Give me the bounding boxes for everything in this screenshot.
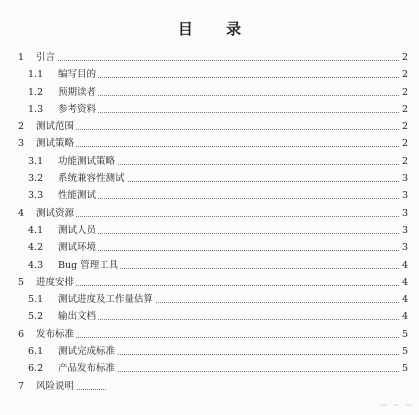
toc-dot-leader [36,216,399,217]
toc-entry-title: 测试完成标准 [58,343,117,360]
toc-entry-title: 测试人员 [58,222,98,239]
toc-entry-number: 1.2 [28,86,44,98]
toc-entry[interactable] [14,378,408,395]
toc-dot-leader [36,129,399,130]
toc-entry-title: 输出文档 [58,308,98,325]
toc-entry-page: 5 [401,363,408,375]
toc-entry-number: 6.2 [28,363,44,375]
toc-entry-page: 2 [401,121,408,133]
toc-entry-title: Bug 管理工具 [58,257,120,274]
watermark-logo: ~ ~ ~ [379,401,413,411]
toc-dot-leader [36,337,399,338]
table-of-contents [14,49,408,395]
toc-entry-page: 2 [401,138,408,150]
toc-entry[interactable] [14,291,408,308]
toc-entry-number: 5 [18,276,25,288]
toc-entry-number: 6 [18,328,25,340]
toc-entry[interactable] [14,170,408,187]
toc-entry[interactable] [14,153,408,170]
toc-entry-title: 编写目的 [58,66,98,83]
toc-entry-title: 测试资源 [36,205,76,222]
toc-entry-page: 3 [401,242,408,254]
toc-dot-leader [36,285,399,286]
toc-entry-page: 2 [401,86,408,98]
toc-entry-page: 2 [401,155,408,167]
toc-entry-number: 4.2 [28,242,44,254]
toc-title: 目 录 [177,20,256,38]
toc-entry-title: 测试范围 [36,118,76,135]
toc-entry-number: 1 [18,52,25,63]
toc-entry[interactable] [14,360,408,377]
toc-entry[interactable] [14,66,408,83]
toc-entry-number: 5.2 [28,311,44,323]
toc-entry-number: 3.3 [28,190,44,202]
toc-entry-title: 预期读者 [58,84,98,101]
toc-entry-title: 测试进度及工作量估算 [58,291,155,308]
toc-entry[interactable] [14,187,408,204]
toc-dot-leader [36,146,399,147]
toc-entry-number: 1.3 [28,103,44,115]
toc-entry-page: 4 [401,276,408,288]
toc-entry-number: 7 [18,380,25,392]
toc-entry[interactable] [14,326,408,343]
toc-entry-title: 引言 [36,49,57,66]
toc-entry-title: 系统兼容性测试 [58,170,127,187]
toc-entry-page: 2 [401,52,408,63]
toc-entry-page: 3 [401,207,408,219]
toc-entry-title: 参考资料 [58,101,98,118]
toc-entry-number: 3 [18,138,25,150]
toc-entry[interactable] [14,135,408,152]
toc-entry[interactable] [14,239,408,256]
toc-entry-number: 2 [18,121,25,133]
toc-entry-page: 3 [401,224,408,236]
toc-dot-leader [58,95,399,96]
toc-entry[interactable] [14,343,408,360]
toc-entry[interactable] [14,308,408,325]
toc-entry-title: 性能测试 [58,187,98,204]
toc-entry-page: 4 [401,311,408,323]
toc-entry[interactable] [14,101,408,118]
toc-dot-leader [36,60,399,61]
toc-dot-leader [58,77,399,78]
toc-entry-number: 4 [18,207,25,219]
toc-entry-page: 4 [401,294,408,306]
toc-entry-number: 1.1 [28,69,44,81]
toc-dot-leader [58,198,399,199]
toc-entry-title: 测试环境 [58,239,98,256]
toc-entry[interactable] [14,274,408,291]
toc-entry-number: 5.1 [28,294,44,306]
toc-entry-page: 5 [401,346,408,358]
toc-entry-page: 4 [401,259,408,271]
toc-dot-leader [58,233,399,234]
toc-entry[interactable] [14,84,408,101]
toc-entry-number: 3.1 [28,155,44,167]
toc-entry-title: 测试策略 [36,135,76,152]
toc-entry-title: 发布标准 [36,326,76,343]
toc-entry-number: 4.3 [28,259,44,271]
toc-entry-title: 功能测试策略 [58,153,117,170]
toc-dot-leader [58,250,399,251]
toc-entry-page: 3 [401,173,408,185]
toc-entry[interactable] [14,118,408,135]
toc-entry-title: 产品发布标准 [58,360,117,377]
toc-entry[interactable] [14,205,408,222]
toc-dot-leader [58,112,399,113]
toc-entry-title: 进度安排 [36,274,76,291]
toc-entry-page: 3 [401,190,408,202]
toc-entry-page: 2 [401,103,408,115]
toc-entry-title: 风险说明 [36,378,76,395]
toc-entry[interactable] [14,222,408,239]
toc-entry-page: 2 [401,69,408,81]
toc-entry-page: 5 [401,328,408,340]
toc-entry-number: 3.2 [28,173,44,185]
toc-entry[interactable] [14,49,408,66]
toc-entry[interactable] [14,257,408,274]
toc-entry-number: 4.1 [28,224,44,236]
toc-dot-leader [58,319,399,320]
toc-entry-number: 6.1 [28,346,44,358]
